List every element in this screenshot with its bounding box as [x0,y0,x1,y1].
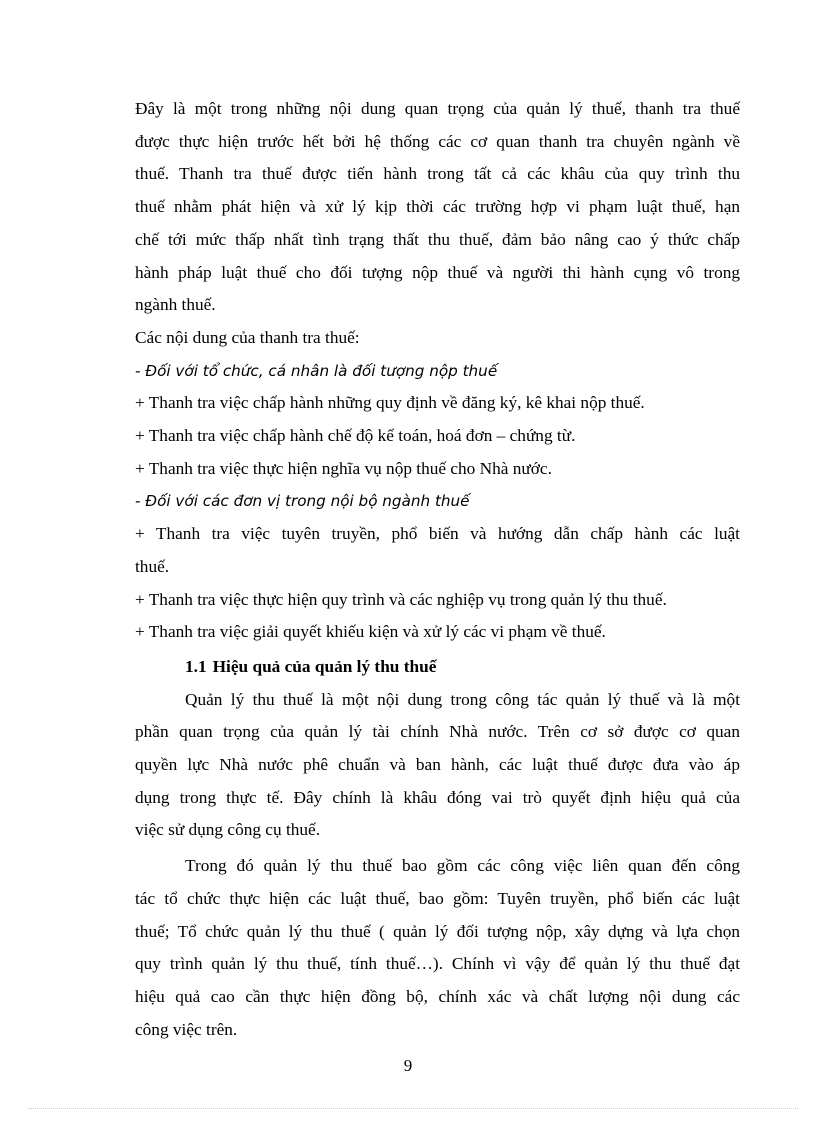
body-paragraph [135,850,740,1046]
body-paragraph [135,684,740,848]
text-line: hành pháp luật thuế cho đối tượng nộp thuế và người thi hành cụng vô trong [135,262,740,282]
text-line: dụng trong thực tế. Đây chính là khâu đóng vai trò quyết định hiệu quả của [135,787,740,807]
section-heading [135,651,740,684]
text-line: hiệu quả cao cần thực hiện đồng bộ, chính xác và chất lượng nội dung các [135,986,740,1006]
list-item: + Thanh tra việc thực hiện nghĩa vụ nộp thuế cho Nhà nước. [135,458,552,478]
list-item: + Thanh tra việc chấp hành những quy định về đăng ký, kê khai nộp thuế. [135,393,645,413]
text-line: tác tổ chức thực hiện các luật thuế, bao gồm: Tuyên truyền, phổ biến các luật [135,888,740,908]
text-line: Quản lý thu thuế là một nội dung trong công tác quản lý thuế và là một [185,689,740,709]
text-line: quy trình quản lý thu thuế, tính thuế…). Chính vì vậy để quản lý thu thuế đạt [135,954,740,974]
section-number: 1.1 [185,656,207,676]
page-number: 9 [403,1056,413,1075]
section-title: Hiệu quả của quản lý thu thuế [212,656,437,676]
text-line: thuế; Tổ chức quản lý thu thuế ( quản lý đối tượng nộp, xây dựng và lựa chọn [135,921,740,941]
contents-label: Các nội dung của thanh tra thuế: [135,327,360,347]
list-item: + Thanh tra việc chấp hành chế độ kế toán, hoá đơn – chứng từ. [135,426,576,446]
text-line: Trong đó quản lý thu thuế bao gồm các công việc liên quan đến công [185,856,740,876]
text-line: ngành thuế. [135,295,216,315]
footer-divider [28,1108,798,1109]
intro-paragraph [135,93,740,322]
list-item [135,518,740,583]
text-line: chế tới mức thấp nhất tình trạng thất thu thuế, đảm bảo nâng cao ý thức chấp [135,229,740,249]
text-line: thuế. [135,556,170,576]
text-line: + Thanh tra việc tuyên truyền, phổ biến và hướng dẫn chấp hành các luật [135,524,740,544]
text-line: Đây là một trong những nội dung quan trọng của quản lý thuế, thanh tra thuế [135,99,740,118]
text-line: quyền lực Nhà nước phê chuẩn và ban hành, các luật thuế được đưa vào áp [135,755,740,775]
text-line: công việc trên. [135,1019,238,1039]
list-item: + Thanh tra việc thực hiện quy trình và các nghiệp vụ trong quản lý thu thuế. [135,589,667,609]
page-content [135,93,740,1046]
list-item: + Thanh tra việc giải quyết khiếu kiện và xử lý các vi phạm về thuế. [135,622,606,642]
text-line: được thực hiện trước hết bởi hệ thống các cơ quan thanh tra chuyên ngành về [135,131,740,151]
text-line: phần quan trọng của quản lý tài chính Nhà nước. Trên cơ sở được cơ quan [135,722,740,742]
group-title: - Đối với tổ chức, cá nhân là đối tượng nộp thuế [135,361,498,380]
text-line: việc sử dụng công cụ thuế. [135,820,321,840]
text-line: thuế nhằm phát hiện và xử lý kịp thời các trường hợp vi phạm luật thuế, hạn [135,197,740,217]
group-title: - Đối với các đơn vị trong nội bộ ngành thuế [135,492,470,511]
text-line: thuế. Thanh tra thuế được tiến hành trong tất cả các khâu của quy trình thu [135,164,740,184]
